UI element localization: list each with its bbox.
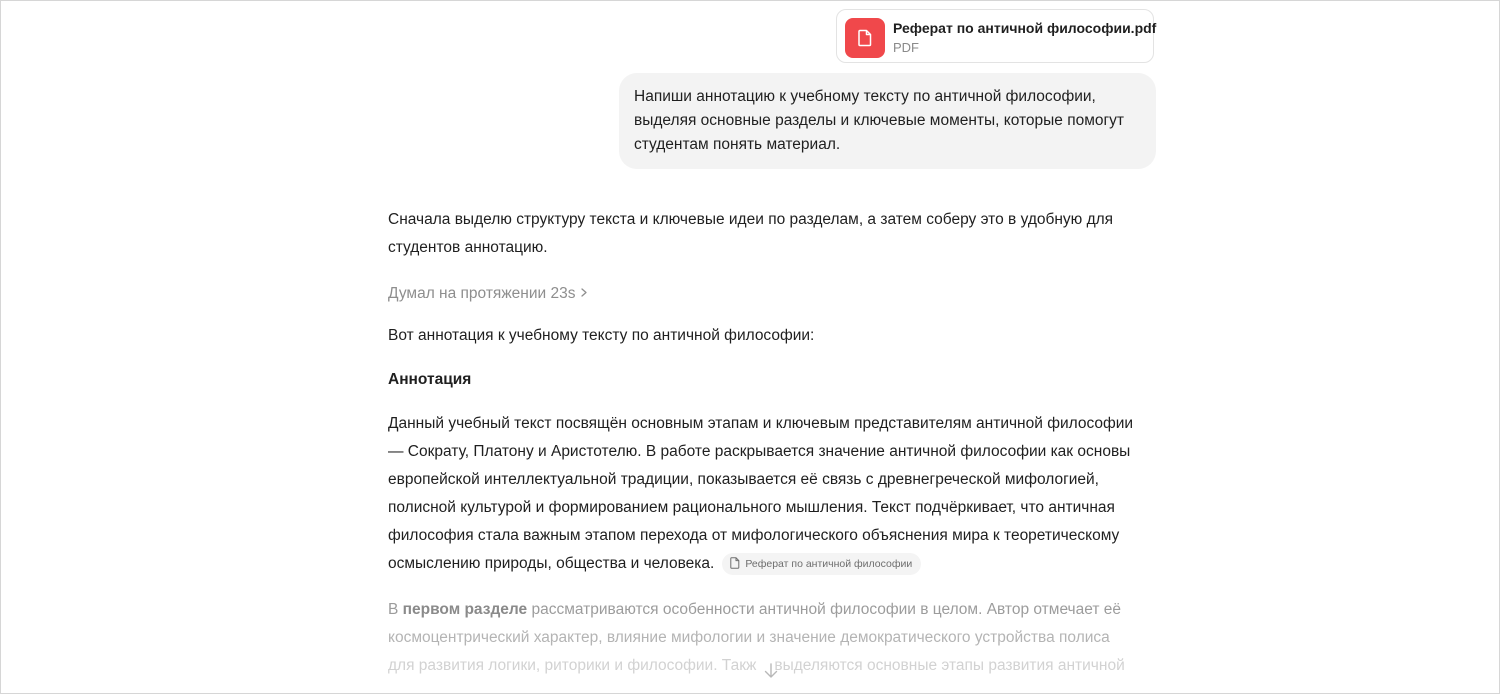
user-message-line: выделяя основные разделы и ключевые моменты, которые помогут (634, 112, 1125, 129)
user-message-bubble (619, 73, 1156, 169)
assistant-intro (388, 206, 1113, 262)
faded-text: выделяются основные этапы развития античной (774, 657, 1125, 674)
faded-text: В (388, 601, 403, 618)
faded-bold: первом разделе (402, 601, 528, 618)
body-line: философия стала важным этапом перехода от мифологического объяснения мира к теоретическому (388, 527, 1120, 544)
arrow-down-icon[interactable] (762, 662, 780, 680)
faded-line (388, 596, 1125, 624)
annotation-body (388, 410, 1133, 578)
thinking-toggle[interactable] (388, 283, 587, 305)
body-line: полисной культурой и формированием рационального мышления. Текст подчёркивает, что античная (388, 499, 1115, 516)
body-line-last (388, 550, 1133, 578)
intro-line: студентов аннотацию. (388, 239, 548, 256)
faded-text: рассматриваются особенности античной философии в целом. Автор отмечает её (527, 601, 1121, 618)
attachment-type: PDF (893, 40, 919, 55)
faded-line: космоцентрический характер, влияние мифологии и значение демократического устройства полиса (388, 629, 1110, 646)
faded-text: для развития логики, риторики и философии. Такж (388, 657, 757, 674)
attachment-name: Реферат по античной философии.pdf (893, 20, 1157, 36)
citation-label: Реферат по античной философии (745, 558, 913, 570)
assistant-lead: Вот аннотация к учебному тексту по античной философии: (388, 327, 815, 344)
faded-line (388, 652, 1125, 680)
body-line: — Сократу, Платону и Аристотелю. В работе раскрывается значение античной философии как основы (388, 443, 1131, 460)
body-line-text: осмыслению природы, общества и человека. (388, 555, 715, 572)
document-icon (730, 557, 740, 569)
pdf-file-tile (845, 18, 885, 58)
thinking-label: Думал на протяжении 23s (388, 285, 576, 302)
document-icon (857, 29, 873, 47)
citation-chip[interactable] (722, 553, 921, 575)
body-line: европейской интеллектуальной традиции, показывается её связь с древнегреческой мифологией, (388, 471, 1099, 488)
body-line: Данный учебный текст посвящён основным этапам и ключевым представителям античной философии (388, 415, 1134, 432)
user-message-line: Напиши аннотацию к учебному тексту по античной философии, (634, 88, 1096, 105)
intro-line: Сначала выделю структуру текста и ключевые идеи по разделам, а затем соберу это в удобную для (388, 211, 1114, 228)
attachment-card[interactable] (836, 9, 1157, 63)
chevron-right-icon (581, 288, 587, 297)
faded-paragraph (388, 596, 1125, 680)
annotation-heading: Аннотация (388, 371, 472, 388)
user-message-line: студентам понять материал. (634, 136, 841, 153)
